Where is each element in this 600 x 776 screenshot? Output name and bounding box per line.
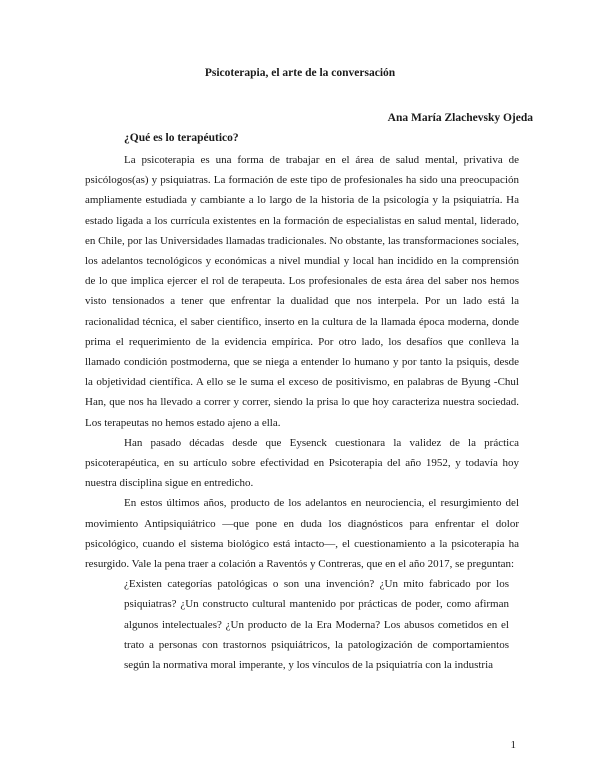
author-name: Ana María Zlachevsky Ojeda — [387, 112, 533, 124]
paragraph: En estos últimos años, producto de los adelantos en neurociencia, el resurgimiento del movimiento Antipsiquiátrico —que pone en duda los diagnósticos para enfrentar el dolor psicológico, cuando el sistema biológico está intacto—, el cuestionamiento a la psicoterapia ha resurgido. Vale la pena traer a colación a Raventós y Contreras, que en el año 2017, se preguntan: — [85, 497, 519, 571]
page-number: 1 — [510, 739, 516, 751]
body-text — [85, 150, 519, 675]
paragraph: La psicoterapia es una forma de trabajar en el área de salud mental, privativa de psicólogos(as) y psiquiatras. La formación de este tipo de profesionales ha sido una preocupación ampliamente estudiada y cambiante a lo largo de la historia de la psicología y la psiquiatría. Ha estado ligada a los currícula existentes en la formación de especialistas en salud mental, liderado, en Chile, por las Universidades llamadas tradicionales. No obstante, las transformaciones sociales, los adelantos tecnológicos y económicas a nivel mundial y local han incidido en la comprensión de lo que implica ejercer el rol de terapeuta. Los profesionales de esta área del saber nos hemos visto tensionados a tener que enfrentar la dualidad que nos interpela. Por un lado está la racionalidad técnica, el saber científico, inserto en la cultura de la llamada época moderna, donde prima el requerimiento de la evidencia empírica. Por otro lado, los desafíos que conlleva la llamado condición postmoderna, que se niega a entender lo humano y por tanto la psiquis, desde la objetividad científica. A ello se le suma el exceso de positivismo, en palabras de Byung -Chul Han, que nos ha llevado a correr y correr, siendo la prisa lo que hoy caracteriza nuestra sociedad. Los terapeutas no hemos estado ajeno a ella. — [85, 154, 519, 429]
block-quote: ¿Existen categorías patológicas o son una invención? ¿Un mito fabricado por los psiquiatras? ¿Un constructo cultural mantenido por prácticas de poder, como afirman algunos intelectuales? ¿Un producto de la Era Moderna? Los abusos cometidos en el trato a personas con trastornos psiquiátricos, la patologización de comportamientos según la normativa moral imperante, y los vínculos de la psiquiatría con la industria — [124, 578, 509, 672]
paragraph: Han pasado décadas desde que Eysenck cuestionara la validez de la práctica psicoterapéutica, en su artículo sobre efectividad en Psicoterapia del año 1952, y todavía hoy nuestra disciplina sigue en entredicho. — [85, 436, 519, 490]
document-title: Psicoterapia, el arte de la conversación — [204, 67, 396, 79]
section-heading: ¿Qué es lo terapéutico? — [124, 132, 239, 144]
